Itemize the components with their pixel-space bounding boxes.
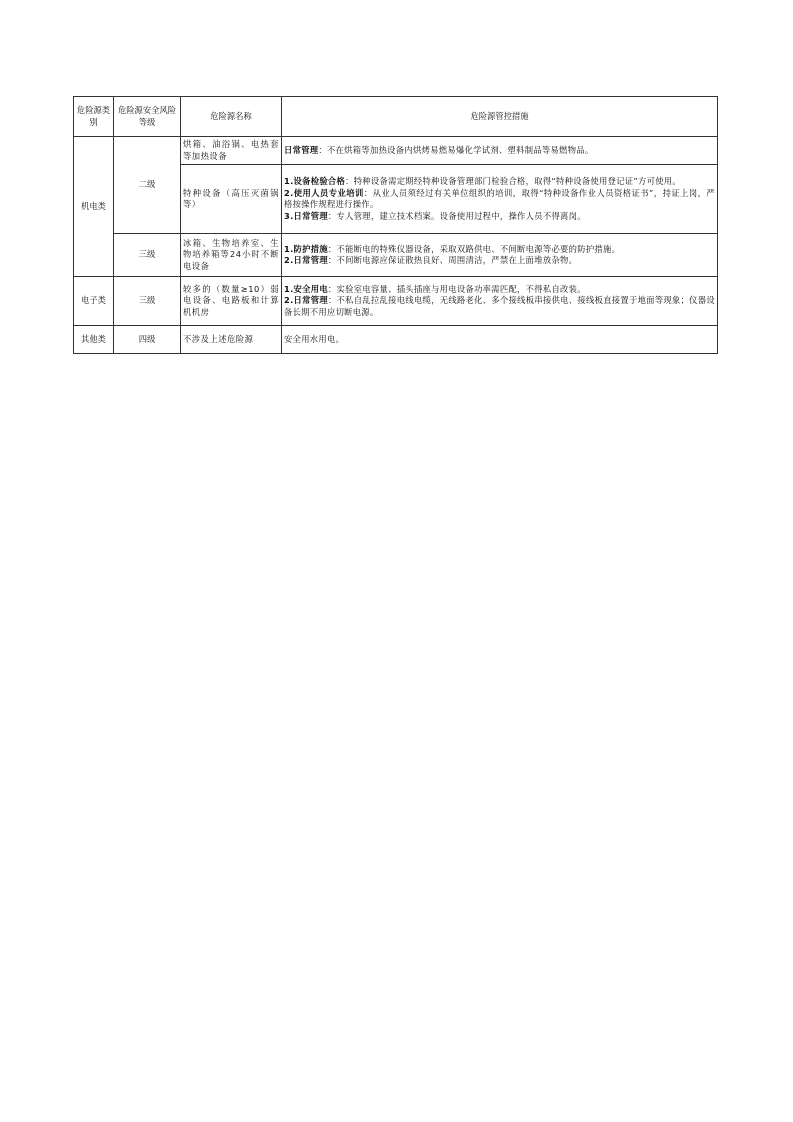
table-row [74, 137, 718, 165]
measure-text: ：从业人员须经过有关单位组织的培训，取得“特种设备作业人员资格证书”，持证上岗，严格按操作规程进行操作。 [284, 187, 715, 209]
measure-text: ：不间断电源应保证散热良好、周围清洁，严禁在上面堆放杂物。 [327, 255, 578, 265]
measure-text: ：不能断电的特殊仪器设备，采取双路供电、不间断电源等必要的防护措施。 [327, 243, 621, 254]
measure-item [284, 244, 715, 256]
header-control-measures: 危险源管控措施 [282, 97, 718, 137]
measure-label: 日常管理 [284, 144, 319, 155]
category-cell: 电子类 [74, 277, 114, 326]
measure-item [284, 334, 715, 346]
category-cell: 机电类 [74, 137, 114, 277]
measure-label: 1.防护措施 [284, 243, 328, 254]
control-measures-cell [282, 137, 718, 165]
measure-item [284, 188, 715, 211]
hazard-name-cell: 烘箱、油浴锅、电热套等加热设备 [181, 137, 282, 165]
measure-item [284, 295, 715, 318]
control-measures-cell [282, 277, 718, 326]
measure-item [284, 176, 715, 188]
measure-label: 1.设备检验合格 [284, 176, 346, 186]
measure-item [284, 255, 715, 267]
hazard-name-cell: 特种设备（高压灭菌锅等） [181, 165, 282, 234]
risk-level-cell: 二级 [114, 137, 181, 234]
hazard-name-cell: 不涉及上述危险源 [181, 326, 282, 354]
control-measures-cell [282, 165, 718, 234]
measure-label: 2.日常管理 [284, 295, 328, 306]
measure-label: 2.日常管理 [284, 255, 328, 265]
category-cell: 其他类 [74, 326, 114, 354]
measure-text: 安全用水用电。 [284, 333, 345, 344]
measure-text: ：特种设备需定期经特种设备管理部门检验合格，取得“特种设备使用登记证”方可使用。 [345, 176, 681, 186]
risk-level-cell: 三级 [114, 277, 181, 326]
measure-item [284, 145, 715, 157]
table-header-row [74, 97, 718, 137]
measure-text: ：实验室电容量、插头插座与用电设备功率需匹配，不得私自改装。 [327, 283, 586, 294]
header-hazard-name: 危险源名称 [181, 97, 282, 137]
table-row [74, 234, 718, 277]
measure-label: 2.使用人员专业培训 [284, 187, 364, 198]
hazard-name-cell: 较多的（数量≥10）弱电设备、电路板和计算机机房 [181, 277, 282, 326]
header-category: 危险源类别 [74, 97, 114, 137]
hazard-control-table [73, 96, 718, 354]
measure-item [284, 211, 715, 223]
risk-level-cell: 四级 [114, 326, 181, 354]
measure-label: 1.安全用电 [284, 283, 328, 294]
risk-level-cell: 三级 [114, 234, 181, 277]
table-row [74, 277, 718, 326]
header-risk-level: 危险源安全风险等级 [114, 97, 181, 137]
hazard-name-cell: 冰箱、生物培养室、生物培养箱等24小时不断电设备 [181, 234, 282, 277]
measure-text: ：不私自乱拉乱接电线电缆，无线路老化、多个接线板串接供电、接线板直接置于地面等现象；仪器设备长期不用应切断电源。 [284, 295, 715, 317]
measure-text: ：不在烘箱等加热设备内烘烤易燃易爆化学试剂、塑料制品等易燃物品。 [318, 144, 594, 155]
measure-item [284, 284, 715, 296]
measure-label: 3.日常管理 [284, 210, 328, 221]
control-measures-cell [282, 326, 718, 354]
table-row [74, 326, 718, 354]
control-measures-cell [282, 234, 718, 277]
measure-text: ：专人管理，建立技术档案。设备使用过程中，操作人员不得离岗。 [327, 210, 586, 221]
